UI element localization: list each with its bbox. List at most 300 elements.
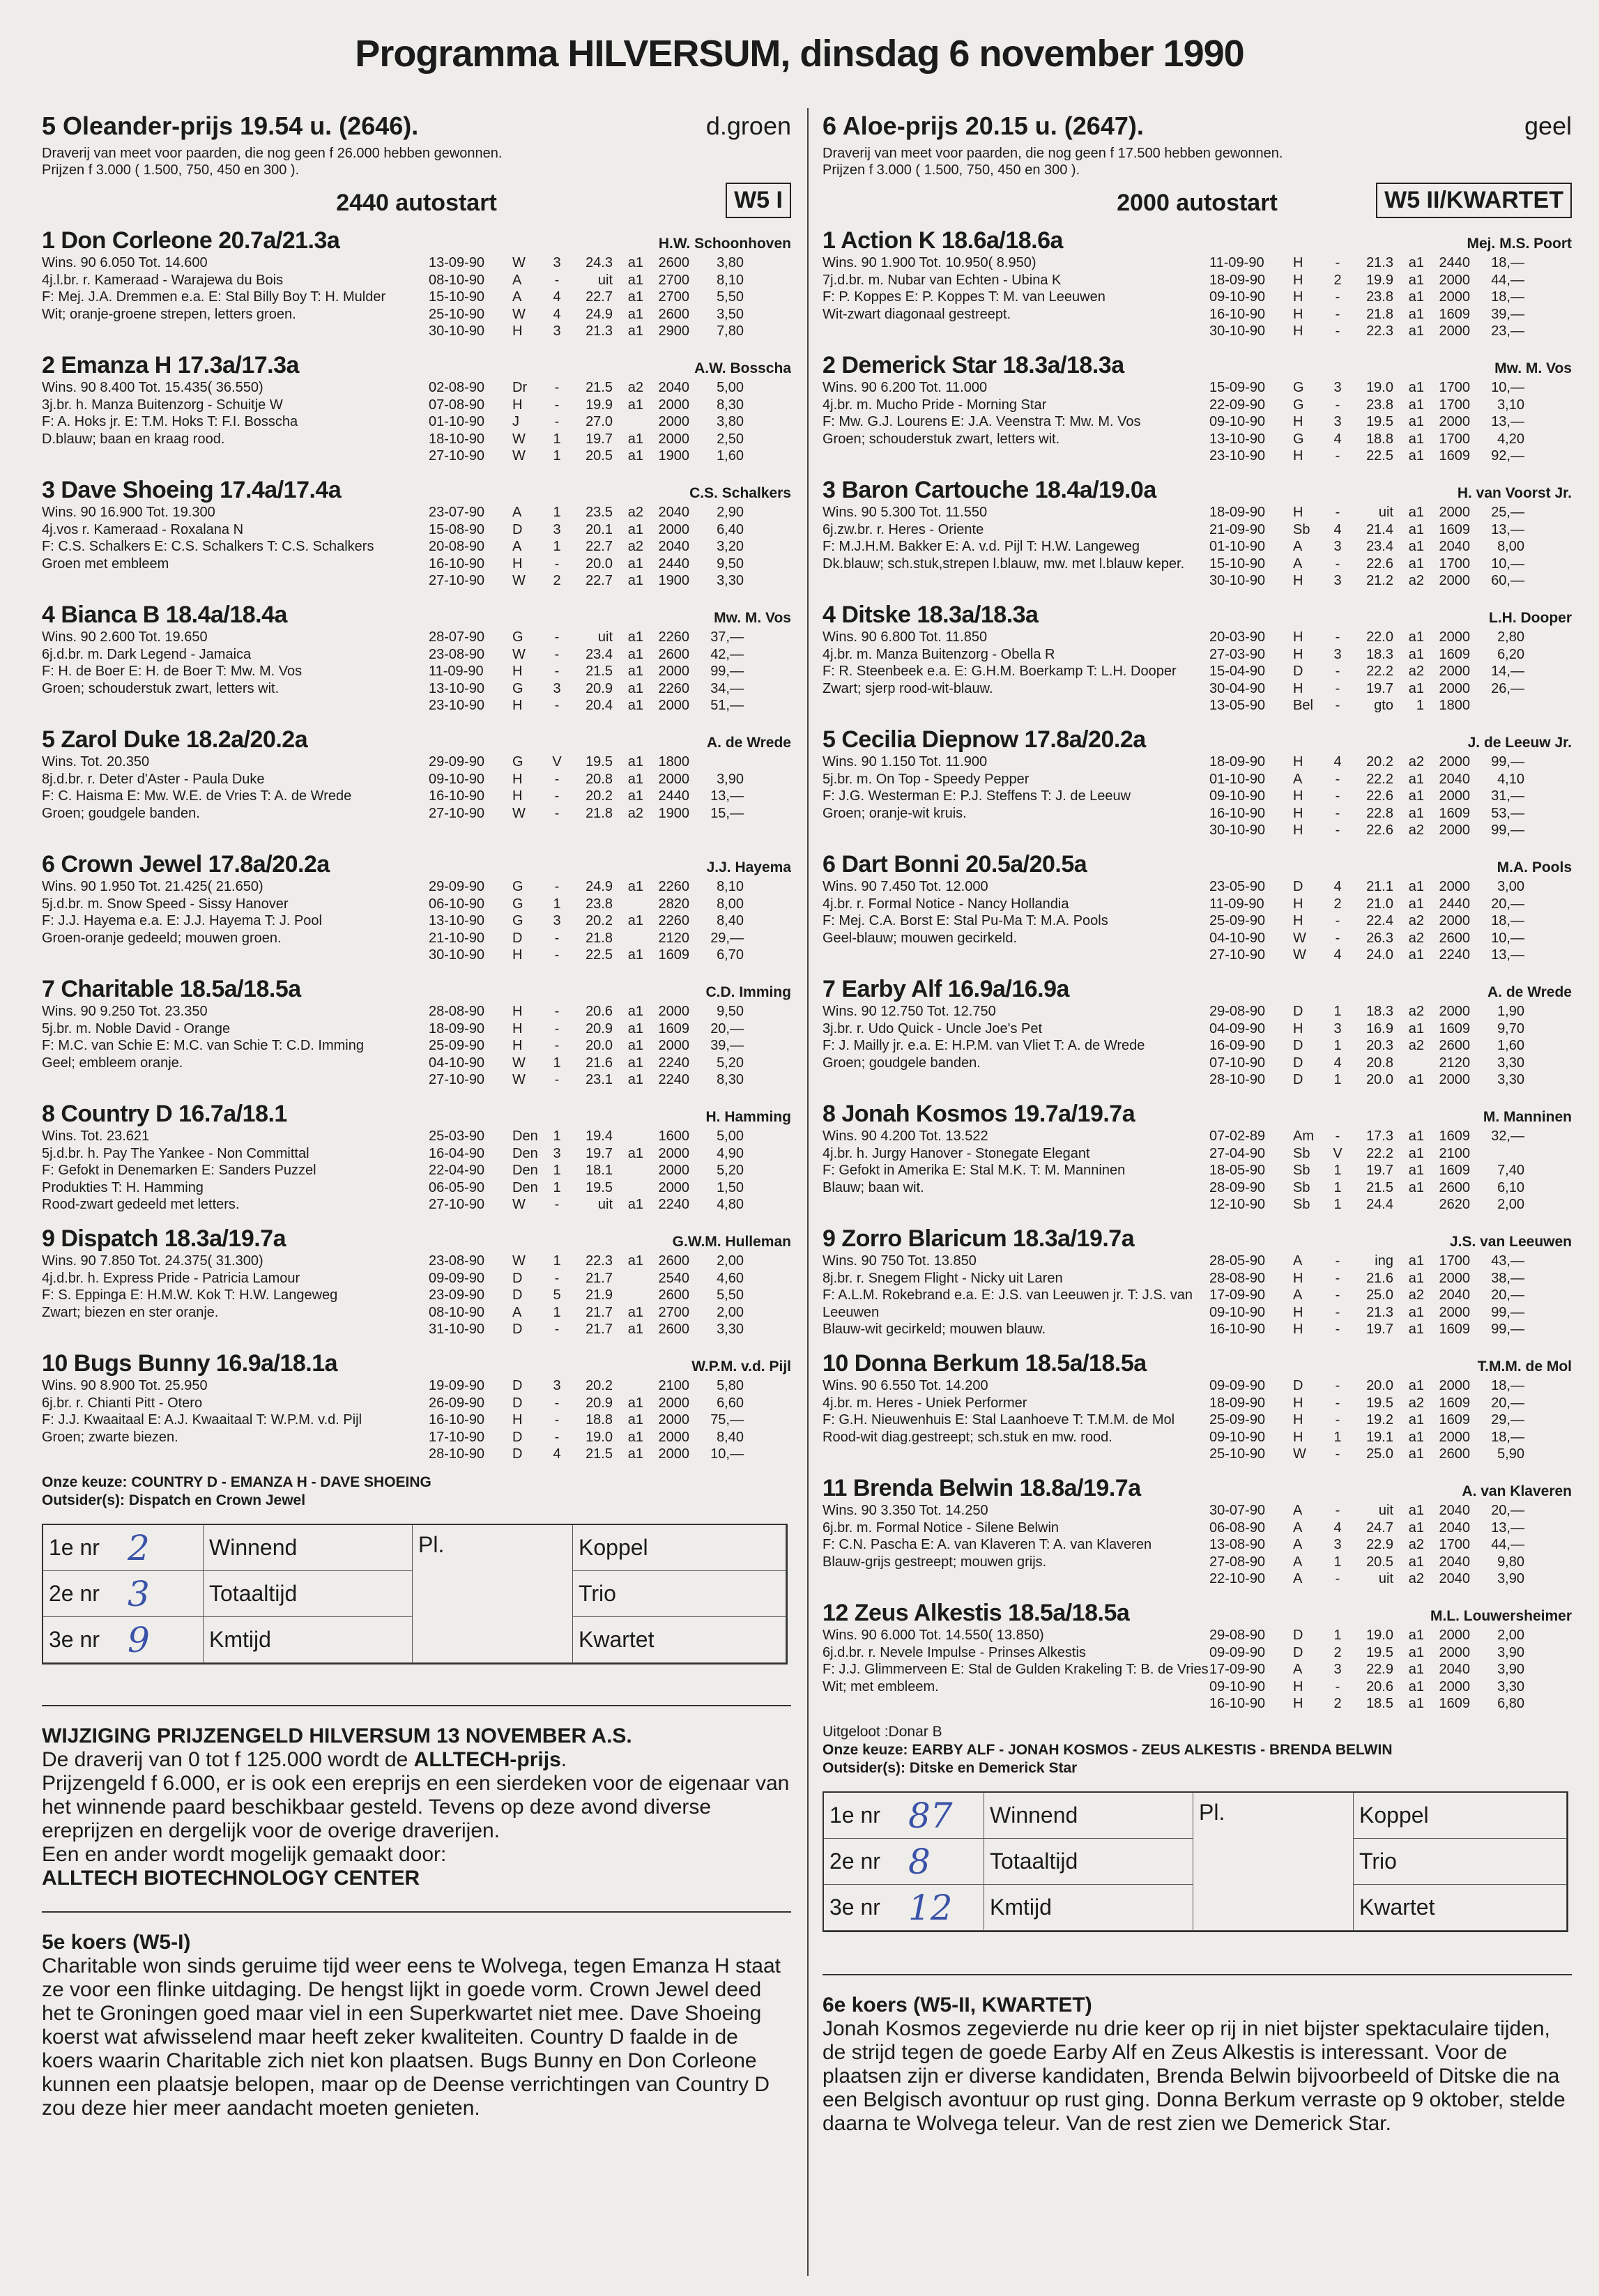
form-distance: 1900 <box>658 805 689 821</box>
form-track: G <box>512 879 523 894</box>
form-row <box>1209 306 1572 323</box>
horse-driver: A. de Wrede <box>707 735 791 751</box>
horse-info <box>42 1377 429 1463</box>
form-date: 27-04-90 <box>1209 1145 1266 1161</box>
form-time: 21.2 <box>1366 573 1393 588</box>
horse-info-line: Wit-zwart diagonaal gestreept. <box>823 306 1011 322</box>
horse-info-line: Wins. 90 7.450 Tot. 12.000 <box>823 879 988 894</box>
horse-info-line: Wins. 90 1.900 Tot. 10.950( 8.950) <box>823 255 1036 270</box>
race-prize-line: Prijzen f 3.000 ( 1.500, 750, 450 en 300 ). <box>42 162 300 178</box>
form-place: - <box>1335 1253 1340 1269</box>
form-place: - <box>1335 629 1340 645</box>
race-name: 6 Aloe-prijs 20.15 u. (2647). <box>823 112 1144 140</box>
form-row <box>1209 1446 1572 1463</box>
form-place: - <box>1335 255 1340 270</box>
form-odds: 3,10 <box>1497 397 1524 413</box>
form-time: 26.3 <box>1366 930 1393 946</box>
form-row <box>429 912 791 930</box>
start-row <box>42 180 791 222</box>
horse-info <box>823 1003 1209 1089</box>
horse-info-line: Groen met embleem <box>42 556 169 572</box>
form-odds: 3,80 <box>717 255 744 270</box>
form-time: 16.9 <box>1366 1020 1393 1036</box>
our-pick: Onze keuze: COUNTRY D - EMANZA H - DAVE SHOEING <box>42 1474 431 1490</box>
form-track: H <box>512 698 523 713</box>
form-table <box>429 504 791 590</box>
form-distance: 2000 <box>658 1179 689 1195</box>
form-track: G <box>512 680 523 696</box>
form-place: - <box>554 629 560 645</box>
form-odds: 20,— <box>1491 1503 1524 1518</box>
form-class: a1 <box>627 272 643 288</box>
form-odds: 9,50 <box>717 556 744 572</box>
horse-info-line: Zwart; sjerp rood-wit-blauw. <box>823 680 993 696</box>
form-distance: 2000 <box>1439 573 1470 588</box>
race-conditions <box>823 145 1572 178</box>
form-distance: 1700 <box>1439 431 1470 447</box>
horse-info-line: Wins. 90 1.950 Tot. 21.425( 21.650) <box>42 879 263 894</box>
form-distance: 2040 <box>1439 1662 1470 1677</box>
form-row <box>1209 1627 1572 1644</box>
race-conditions <box>42 145 791 178</box>
form-table <box>1209 254 1572 340</box>
form-distance: 2000 <box>658 664 689 679</box>
horse-details <box>42 254 791 340</box>
result-place-2: 2e nr 8 <box>824 1839 984 1885</box>
form-table <box>1209 1377 1572 1463</box>
form-time: 22.4 <box>1366 913 1393 928</box>
form-time: uit <box>1378 505 1393 520</box>
form-odds: 3,50 <box>717 306 744 322</box>
form-row <box>429 629 791 646</box>
form-odds: 3,20 <box>717 539 744 554</box>
form-distance: 2040 <box>658 380 689 395</box>
form-time: 18.3 <box>1366 646 1393 662</box>
form-time: 20.2 <box>586 788 613 804</box>
notice-body: Prijzengeld f 6.000, er is ook een ereprijs en een sierdeken voor de eigenaar van het winnende paard beschikbaar gesteld. Tevens op deze avond diverse ereprijzen en dergelijk voor de overige draverijen. <box>42 1772 790 1842</box>
form-place: 2 <box>1333 1696 1342 1711</box>
form-row <box>1209 1287 1572 1304</box>
form-time: 22.9 <box>1366 1537 1393 1552</box>
form-date: 11-09-90 <box>1209 896 1264 912</box>
result-pl: Pl. <box>413 1525 573 1663</box>
form-class <box>613 1377 643 1395</box>
form-place: 1 <box>553 1128 561 1144</box>
form-place: 3 <box>1333 414 1342 429</box>
horse-info <box>42 254 429 340</box>
form-distance: 2240 <box>658 1072 689 1087</box>
form-class: a1 <box>627 431 643 447</box>
form-class: a2 <box>627 805 643 821</box>
form-odds: 2,80 <box>1497 629 1524 645</box>
horse-name: 10 Bugs Bunny 16.9a/18.1a <box>42 1350 338 1377</box>
horse-details <box>823 1128 1572 1214</box>
form-distance: 1800 <box>658 754 689 770</box>
form-class: a1 <box>1408 1163 1424 1178</box>
form-odds: 18,— <box>1491 289 1524 305</box>
form-distance: 2000 <box>1439 822 1470 838</box>
form-distance: 2000 <box>658 1395 689 1411</box>
form-odds: 3,90 <box>1497 1571 1524 1586</box>
form-place: 1 <box>553 539 561 554</box>
form-class: a1 <box>627 947 643 963</box>
result-pl: Pl. <box>1193 1793 1354 1931</box>
form-class: a2 <box>1408 1571 1424 1586</box>
horse-info-line: Wins. 90 16.900 Tot. 19.300 <box>42 505 215 520</box>
form-odds: 5,00 <box>717 1128 744 1144</box>
form-row <box>1209 413 1572 431</box>
form-date: 22-10-90 <box>1209 1571 1266 1586</box>
form-row <box>429 1037 791 1055</box>
form-row <box>429 1321 791 1338</box>
form-odds: 8,30 <box>717 1072 744 1087</box>
horse-list <box>823 227 1572 1719</box>
form-date: 29-09-90 <box>429 754 485 770</box>
form-row <box>1209 1377 1572 1395</box>
form-track: A <box>1293 539 1303 554</box>
form-time: 19.7 <box>1366 680 1393 696</box>
form-odds: 6,20 <box>1497 646 1524 662</box>
form-time: 20.5 <box>586 448 613 464</box>
horse-info-line: F: C. Haisma E: Mw. W.E. de Vries T: A. de Wrede <box>42 788 352 804</box>
form-class: a1 <box>627 680 643 696</box>
form-distance: 2240 <box>658 1055 689 1071</box>
form-odds: 38,— <box>1491 1270 1524 1286</box>
form-date: 16-10-90 <box>429 556 485 572</box>
form-track: Bel <box>1293 698 1313 713</box>
form-distance: 2000 <box>1439 1644 1470 1660</box>
form-place: 3 <box>1333 646 1342 662</box>
form-date: 19-09-90 <box>429 1378 485 1393</box>
form-row <box>429 1253 791 1270</box>
form-distance: 2100 <box>1439 1145 1470 1161</box>
form-distance: 2600 <box>1439 1179 1470 1195</box>
pick-block <box>823 1741 1572 1777</box>
form-time: 18.5 <box>1366 1696 1393 1711</box>
form-time: 21.5 <box>586 664 613 679</box>
horse-info-line: Wins. Tot. 20.350 <box>42 754 150 770</box>
form-time: 27.0 <box>586 414 613 429</box>
notice-sponsor: ALLTECH BIOTECHNOLOGY CENTER <box>42 1867 420 1890</box>
horse-info-line: Wit; met embleem. <box>823 1678 939 1694</box>
form-place: - <box>554 788 560 804</box>
horse-info-line: 7j.d.br. m. Nubar van Echten - Ubina K <box>823 272 1062 288</box>
horse-info-line: Wins. 90 6.000 Tot. 14.550( 13.850) <box>823 1628 1044 1643</box>
form-date: 07-02-89 <box>1209 1128 1266 1144</box>
form-distance: 2040 <box>1439 1554 1470 1570</box>
form-odds: 39,— <box>1491 306 1524 322</box>
form-class <box>1393 1196 1424 1214</box>
horse-info-line: Blauw; baan wit. <box>823 1179 924 1195</box>
koers-title: 5e koers (W5-I) <box>42 1931 191 1954</box>
form-class: a1 <box>627 1429 643 1445</box>
form-place: 3 <box>553 255 561 270</box>
form-place: 1 <box>553 1055 561 1071</box>
form-time: 22.9 <box>1366 1662 1393 1677</box>
form-place: - <box>1335 289 1340 305</box>
horse-info <box>823 254 1209 340</box>
horse-entry <box>42 726 791 845</box>
form-odds: 92,— <box>1491 448 1524 464</box>
form-date: 28-08-90 <box>429 1004 485 1019</box>
form-track: H <box>1293 1322 1303 1337</box>
form-track: H <box>1293 1678 1303 1694</box>
form-place: 4 <box>1333 521 1342 537</box>
form-time: gto <box>1374 698 1393 713</box>
form-odds: 5,00 <box>717 380 744 395</box>
form-date: 09-10-90 <box>429 771 485 787</box>
race-header <box>823 112 1572 141</box>
form-odds: 1,90 <box>1497 1004 1524 1019</box>
form-place: - <box>554 771 560 787</box>
form-distance: 2000 <box>658 1412 689 1428</box>
form-row <box>1209 521 1572 539</box>
form-time: 22.7 <box>586 573 613 588</box>
form-row <box>429 805 791 822</box>
form-date: 16-10-90 <box>429 1412 485 1428</box>
form-odds: 18,— <box>1491 255 1524 270</box>
form-class: a2 <box>1408 664 1424 679</box>
form-odds: 51,— <box>710 698 744 713</box>
form-place: - <box>1335 913 1340 928</box>
form-odds: 4,80 <box>717 1197 744 1212</box>
form-class: a1 <box>627 448 643 464</box>
form-distance: 1700 <box>1439 1537 1470 1552</box>
form-row <box>429 1071 791 1089</box>
form-place: 1 <box>1333 1163 1342 1178</box>
form-place: 4 <box>553 289 561 305</box>
horse-header <box>823 1350 1572 1377</box>
form-table <box>429 753 791 822</box>
form-date: 18-09-90 <box>1209 272 1266 288</box>
handwritten-number: 87 <box>908 1795 953 1836</box>
horse-details <box>42 1003 791 1089</box>
form-odds: 43,— <box>1491 1253 1524 1269</box>
form-row <box>429 1395 791 1412</box>
form-time: 22.6 <box>1366 556 1393 572</box>
horse-name: 7 Earby Alf 16.9a/16.9a <box>823 976 1069 1002</box>
form-track: A <box>1293 1554 1303 1570</box>
horse-info-line: F: P. Koppes E: P. Koppes T: M. van Leeuwen <box>823 289 1105 305</box>
horse-driver: J.S. van Leeuwen <box>1449 1234 1572 1250</box>
horse-header <box>42 477 791 504</box>
form-row <box>1209 1395 1572 1412</box>
horse-driver: A. de Wrede <box>1487 984 1572 1000</box>
form-place: - <box>554 1197 560 1212</box>
form-odds: 10,— <box>1491 930 1524 946</box>
form-row <box>1209 1270 1572 1287</box>
horse-info-line: Wins. 90 750 Tot. 13.850 <box>823 1253 977 1269</box>
horse-entry <box>42 227 791 346</box>
form-distance: 2000 <box>1439 272 1470 288</box>
form-place: - <box>1335 822 1340 838</box>
horse-entry <box>42 352 791 471</box>
form-time: 19.2 <box>1366 1412 1393 1428</box>
form-date: 16-10-90 <box>1209 306 1266 322</box>
form-time: 20.8 <box>586 771 613 787</box>
horse-info-line: Zwart; biezen en ster oranje. <box>42 1304 219 1320</box>
form-odds: 8,10 <box>717 879 744 894</box>
form-odds: 1,60 <box>1497 1038 1524 1053</box>
form-date: 28-08-90 <box>1209 1270 1266 1286</box>
horse-details <box>42 379 791 465</box>
horse-name: 1 Don Corleone 20.7a/21.3a <box>42 227 340 254</box>
form-class: a1 <box>1408 1678 1424 1694</box>
race-code: W5 I <box>726 183 791 218</box>
form-row <box>1209 753 1572 771</box>
form-class: a1 <box>627 646 643 662</box>
form-time: 21.5 <box>586 1446 613 1462</box>
form-row <box>1209 663 1572 680</box>
form-time: 22.2 <box>1366 664 1393 679</box>
form-class: a2 <box>1408 1004 1424 1019</box>
horse-info-line: F: H. de Boer E: H. de Boer T: Mw. M. Vos <box>42 664 303 679</box>
form-place: 1 <box>1333 1429 1342 1445</box>
form-date: 13-05-90 <box>1209 698 1266 713</box>
horse-name: 8 Jonah Kosmos 19.7a/19.7a <box>823 1101 1135 1127</box>
form-distance: 2000 <box>1439 1004 1470 1019</box>
form-track: H <box>1293 448 1303 464</box>
form-distance: 2000 <box>1439 664 1470 679</box>
horse-info-line: F: Gefokt in Denemarken E: Sanders Puzzel <box>42 1163 316 1178</box>
form-place: 1 <box>1333 1554 1342 1570</box>
form-odds: 99,— <box>1491 754 1524 770</box>
form-date: 31-10-90 <box>429 1322 485 1337</box>
form-place: - <box>1335 505 1340 520</box>
horse-info <box>42 878 429 964</box>
form-class: a1 <box>1408 1644 1424 1660</box>
form-time: uit <box>1378 1503 1393 1518</box>
form-distance: 2600 <box>1439 1038 1470 1053</box>
horse-info-line: Wit; oranje-groene strepen, letters groen. <box>42 306 296 322</box>
horse-info-line: Wins. 90 8.900 Tot. 25.950 <box>42 1378 208 1393</box>
form-time: 20.3 <box>1366 1038 1393 1053</box>
form-place: - <box>554 1412 560 1428</box>
form-odds: 9,70 <box>1497 1020 1524 1036</box>
form-place: 5 <box>553 1287 561 1303</box>
form-time: 24.4 <box>1366 1197 1393 1212</box>
result-place-3: 3e nr 9 <box>43 1617 204 1663</box>
form-class: a1 <box>1408 1270 1424 1286</box>
form-distance: 2040 <box>1439 771 1470 787</box>
form-distance: 2000 <box>1439 879 1470 894</box>
form-place: 2 <box>553 573 561 588</box>
form-time: 19.0 <box>586 1429 613 1445</box>
form-row <box>429 771 791 788</box>
form-row <box>429 1377 791 1395</box>
form-distance: 1609 <box>1439 1128 1470 1144</box>
form-row <box>429 947 791 964</box>
form-time: 20.0 <box>1366 1072 1393 1087</box>
form-row <box>1209 1411 1572 1429</box>
horse-name: 10 Donna Berkum 18.5a/18.5a <box>823 1350 1147 1377</box>
form-place: V <box>1333 1145 1342 1161</box>
form-odds: 6,40 <box>717 521 744 537</box>
horse-info-line: 6j.br. r. Chianti Pitt - Otero <box>42 1395 203 1411</box>
horse-details <box>42 1377 791 1463</box>
horse-entry <box>823 726 1572 845</box>
form-track: H <box>1293 754 1303 770</box>
form-track: G <box>1293 431 1304 447</box>
horse-info <box>42 379 429 465</box>
result-winnend: Winnend <box>204 1525 413 1571</box>
form-place: - <box>1335 1395 1340 1411</box>
horse-name: 1 Action K 18.6a/18.6a <box>823 227 1063 254</box>
form-class: a1 <box>1408 1072 1424 1087</box>
horse-name: 2 Emanza H 17.3a/17.3a <box>42 352 299 378</box>
form-time: 21.8 <box>1366 306 1393 322</box>
outsiders: Outsider(s): Ditske en Demerick Star <box>823 1760 1078 1776</box>
form-distance: 2000 <box>1439 1304 1470 1320</box>
form-odds: 26,— <box>1491 680 1524 696</box>
horse-info-line: Groen; schouderstuk zwart, letters wit. <box>823 431 1060 447</box>
form-distance: 2000 <box>1439 323 1470 339</box>
form-class: a1 <box>627 1145 643 1161</box>
horse-entry <box>823 227 1572 346</box>
horse-entry <box>823 851 1572 970</box>
form-place: - <box>554 272 560 288</box>
pick-block <box>42 1474 791 1510</box>
form-time: 21.3 <box>586 323 613 339</box>
form-date: 27-10-90 <box>429 1197 485 1212</box>
form-place: - <box>1335 306 1340 322</box>
horse-entry <box>823 1101 1572 1220</box>
form-row <box>429 306 791 323</box>
form-odds: 13,— <box>1491 521 1524 537</box>
horse-info <box>823 878 1209 964</box>
form-place: 1 <box>553 1253 561 1269</box>
form-row <box>1209 431 1572 448</box>
form-odds: 5,20 <box>717 1163 744 1178</box>
form-place: 1 <box>553 448 561 464</box>
form-time: 24.7 <box>1366 1520 1393 1536</box>
form-row <box>1209 1145 1572 1163</box>
form-time: 19.5 <box>586 1179 613 1195</box>
form-date: 21-09-90 <box>1209 521 1266 537</box>
form-time: 23.4 <box>586 646 613 662</box>
form-distance: 2000 <box>1439 1072 1470 1087</box>
horse-info <box>42 1128 429 1214</box>
form-place: 3 <box>1333 1537 1342 1552</box>
horse-name: 4 Ditske 18.3a/18.3a <box>823 602 1039 628</box>
form-distance: 2260 <box>658 629 689 645</box>
form-track: W <box>1293 947 1306 963</box>
form-class: a1 <box>1408 539 1424 554</box>
form-place: 2 <box>1333 1644 1342 1660</box>
form-class <box>1393 1055 1424 1072</box>
horse-info-line: F: G.H. Nieuwenhuis E: Stal Laanhoeve T: T.M.M. de Mol <box>823 1412 1175 1428</box>
form-time: 21.8 <box>586 930 613 946</box>
form-distance: 2260 <box>658 879 689 894</box>
form-date: 25-09-90 <box>429 1038 485 1053</box>
form-track: J <box>512 414 519 429</box>
result-trio: Trio <box>1354 1839 1567 1885</box>
form-class: a1 <box>1408 272 1424 288</box>
horse-header <box>42 1350 791 1377</box>
horse-entry <box>42 976 791 1095</box>
horse-driver: C.D. Imming <box>705 984 791 1000</box>
form-track: H <box>1293 289 1303 305</box>
form-table <box>429 878 791 964</box>
form-distance: 2040 <box>1439 1520 1470 1536</box>
form-row <box>429 413 791 431</box>
form-class: a1 <box>1408 1696 1424 1711</box>
horse-details <box>42 1253 791 1338</box>
form-distance: 1700 <box>1439 556 1470 572</box>
form-track: H <box>1293 1429 1303 1445</box>
form-track: A <box>1293 1571 1303 1586</box>
divider <box>42 1911 791 1913</box>
